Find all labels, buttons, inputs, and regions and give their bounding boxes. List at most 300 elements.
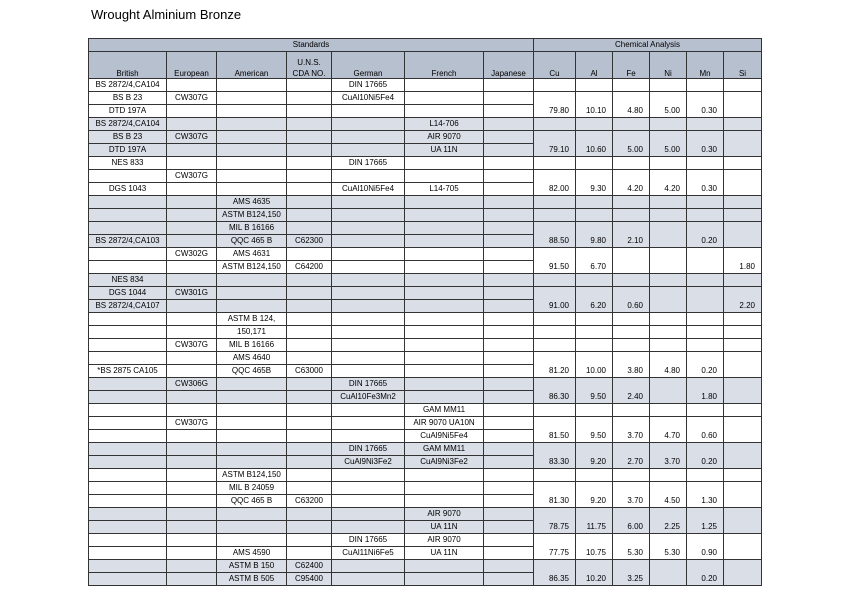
cell-european (167, 261, 217, 274)
table-row (89, 79, 762, 92)
cell-cu-blank (534, 118, 576, 131)
cell-french: UA 11N (405, 144, 484, 157)
cell-british (89, 261, 167, 274)
cell-european (167, 547, 217, 560)
cell-german (332, 235, 405, 248)
cell-mn-blank (687, 404, 724, 417)
cell-si-blank (724, 560, 762, 573)
cell-mn (687, 300, 724, 313)
cell-french (405, 274, 484, 287)
col-header-al: Al (576, 52, 613, 79)
cell-fe: 0.60 (613, 300, 650, 313)
cell-ni: 5.00 (650, 105, 687, 118)
cell-cu-blank (534, 469, 576, 482)
cell-cu: 83.30 (534, 456, 576, 469)
cell-french (405, 313, 484, 326)
cell-french (405, 365, 484, 378)
cell-cda (287, 469, 332, 482)
cell-japanese (484, 339, 534, 352)
cell-si-blank (724, 378, 762, 391)
cell-ni-blank (650, 560, 687, 573)
cell-al-blank (576, 287, 613, 300)
cell-fe-blank (613, 92, 650, 105)
cell-al-blank (576, 170, 613, 183)
cell-cda (287, 508, 332, 521)
cell-german: CuAl9Ni3Fe2 (332, 456, 405, 469)
cell-french (405, 326, 484, 339)
cell-french: CuAl9Ni5Fe4 (405, 430, 484, 443)
table-row (89, 378, 762, 391)
cell-german (332, 313, 405, 326)
cell-cu-blank (534, 352, 576, 365)
cell-british: NES 833 (89, 157, 167, 170)
cell-cu: 91.00 (534, 300, 576, 313)
table-row (89, 326, 762, 339)
cell-mn-blank (687, 508, 724, 521)
cell-european (167, 521, 217, 534)
cell-fe: 3.80 (613, 365, 650, 378)
alloy-standards-table (88, 38, 762, 586)
cell-european (167, 495, 217, 508)
cell-japanese (484, 235, 534, 248)
cell-si (724, 105, 762, 118)
cell-french (405, 573, 484, 586)
cell-european (167, 573, 217, 586)
cell-european (167, 469, 217, 482)
cell-french (405, 196, 484, 209)
cell-cu-blank (534, 443, 576, 456)
table-row (89, 352, 762, 365)
cell-japanese (484, 287, 534, 300)
cell-cu-blank (534, 274, 576, 287)
cell-french (405, 105, 484, 118)
cell-fe: 2.40 (613, 391, 650, 404)
cell-cda (287, 287, 332, 300)
cell-french (405, 235, 484, 248)
cell-japanese (484, 157, 534, 170)
cell-french: L14-705 (405, 183, 484, 196)
cell-cu-blank (534, 222, 576, 235)
cell-cda (287, 131, 332, 144)
cell-al-blank (576, 118, 613, 131)
cell-fe: 4.20 (613, 183, 650, 196)
cell-al-blank (576, 313, 613, 326)
cell-american: ASTM B 505 (217, 573, 287, 586)
cell-american (217, 430, 287, 443)
cell-japanese (484, 170, 534, 183)
cell-german (332, 430, 405, 443)
cell-cda (287, 118, 332, 131)
cell-cda (287, 170, 332, 183)
cell-ni (650, 391, 687, 404)
cell-cu-blank (534, 378, 576, 391)
cell-fe: 2.10 (613, 235, 650, 248)
cell-ni-blank (650, 248, 687, 261)
cell-cu-blank (534, 157, 576, 170)
cell-ni-blank (650, 352, 687, 365)
cell-japanese (484, 456, 534, 469)
cell-german (332, 196, 405, 209)
cell-fe (613, 261, 650, 274)
cell-ni-blank (650, 92, 687, 105)
table-row (89, 560, 762, 573)
cell-british (89, 248, 167, 261)
cell-british: BS 2872/4,CA107 (89, 300, 167, 313)
cell-japanese (484, 79, 534, 92)
cell-german: CuAl10Ni5Fe4 (332, 183, 405, 196)
cell-german (332, 365, 405, 378)
cell-japanese (484, 92, 534, 105)
cell-mn-blank (687, 248, 724, 261)
table-row (89, 196, 762, 209)
cell-si-blank (724, 131, 762, 144)
cell-american: ASTM B124,150 (217, 469, 287, 482)
cell-fe-blank (613, 326, 650, 339)
cell-european (167, 235, 217, 248)
cell-american (217, 391, 287, 404)
cell-french (405, 209, 484, 222)
cell-cu: 82.00 (534, 183, 576, 196)
table-row (89, 92, 762, 105)
cell-french: GAM MM11 (405, 443, 484, 456)
cell-british: DTD 197A (89, 144, 167, 157)
cell-cu-blank (534, 196, 576, 209)
cell-si-blank (724, 222, 762, 235)
cell-mn-blank (687, 196, 724, 209)
cell-si (724, 144, 762, 157)
cell-mn-blank (687, 443, 724, 456)
cell-fe-blank (613, 79, 650, 92)
cell-mn-blank (687, 482, 724, 495)
cell-european (167, 365, 217, 378)
cell-american: QQC 465 B (217, 495, 287, 508)
cell-si-blank (724, 482, 762, 495)
cell-ni-blank (650, 222, 687, 235)
cell-ni-blank (650, 404, 687, 417)
table-row (89, 313, 762, 326)
table-row (89, 495, 762, 508)
cell-al-blank (576, 560, 613, 573)
cell-european (167, 443, 217, 456)
cell-french (405, 170, 484, 183)
cell-al-blank (576, 352, 613, 365)
cell-japanese (484, 534, 534, 547)
cell-japanese (484, 209, 534, 222)
cell-american (217, 417, 287, 430)
cell-japanese (484, 352, 534, 365)
cell-japanese (484, 313, 534, 326)
cell-british: BS 2872/4,CA104 (89, 118, 167, 131)
cell-cu-blank (534, 248, 576, 261)
cell-german (332, 209, 405, 222)
cell-si-blank (724, 404, 762, 417)
cell-cda (287, 209, 332, 222)
cell-cu-blank (534, 534, 576, 547)
cell-american (217, 183, 287, 196)
cell-si-blank (724, 209, 762, 222)
cell-al-blank (576, 482, 613, 495)
cell-ni-blank (650, 274, 687, 287)
uns-label: U.N.S. (297, 58, 321, 67)
cell-cda (287, 300, 332, 313)
cell-ni (650, 261, 687, 274)
cell-ni-blank (650, 443, 687, 456)
cell-al-blank (576, 378, 613, 391)
cell-cda: C63000 (287, 365, 332, 378)
col-header-fe: Fe (613, 52, 650, 79)
cell-cu-blank (534, 508, 576, 521)
cell-cu: 86.35 (534, 573, 576, 586)
cell-european: CW307G (167, 339, 217, 352)
table-row (89, 573, 762, 586)
standards-header: Standards (89, 39, 534, 52)
cell-mn-blank (687, 274, 724, 287)
cell-european: CW306G (167, 378, 217, 391)
cell-cda (287, 183, 332, 196)
cell-cda: C63200 (287, 495, 332, 508)
cell-al-blank (576, 274, 613, 287)
table-row (89, 261, 762, 274)
cell-european (167, 222, 217, 235)
cell-al: 10.75 (576, 547, 613, 560)
cell-cda (287, 430, 332, 443)
cell-german (332, 339, 405, 352)
cell-american (217, 404, 287, 417)
cell-mn: 0.20 (687, 573, 724, 586)
cell-fe: 6.00 (613, 521, 650, 534)
cell-japanese (484, 430, 534, 443)
cell-mn-blank (687, 560, 724, 573)
cell-cda: C95400 (287, 573, 332, 586)
cell-cu: 81.20 (534, 365, 576, 378)
col-header-german: German (332, 52, 405, 79)
cell-european: CW307G (167, 170, 217, 183)
cell-ni-blank (650, 209, 687, 222)
header-row-groups (89, 39, 762, 52)
cell-ni-blank (650, 482, 687, 495)
cell-british (89, 339, 167, 352)
cell-al: 9.20 (576, 495, 613, 508)
cell-british: BS B 23 (89, 92, 167, 105)
cell-japanese (484, 144, 534, 157)
cell-al: 6.70 (576, 261, 613, 274)
table-row (89, 391, 762, 404)
cell-fe-blank (613, 287, 650, 300)
cell-si (724, 456, 762, 469)
cell-cu-blank (534, 79, 576, 92)
cell-cda: C62300 (287, 235, 332, 248)
cell-japanese (484, 391, 534, 404)
cell-european (167, 79, 217, 92)
cell-mn-blank (687, 378, 724, 391)
cell-fe: 3.70 (613, 495, 650, 508)
cell-japanese (484, 326, 534, 339)
table-row (89, 287, 762, 300)
cell-cu: 88.50 (534, 235, 576, 248)
cell-european (167, 508, 217, 521)
cell-american: ASTM B124,150 (217, 209, 287, 222)
cell-fe-blank (613, 274, 650, 287)
cell-cda (287, 92, 332, 105)
cell-american (217, 378, 287, 391)
cell-french: UA 11N (405, 547, 484, 560)
cell-cda (287, 157, 332, 170)
cell-fe-blank (613, 508, 650, 521)
cell-american (217, 534, 287, 547)
cell-cda (287, 339, 332, 352)
cell-si-blank (724, 118, 762, 131)
cell-mn-blank (687, 313, 724, 326)
table-row (89, 482, 762, 495)
cell-american (217, 118, 287, 131)
cell-japanese (484, 547, 534, 560)
cell-fe-blank (613, 131, 650, 144)
cell-german (332, 521, 405, 534)
cell-american (217, 274, 287, 287)
cell-british (89, 534, 167, 547)
cell-american: 150,171 (217, 326, 287, 339)
cell-french: AIR 9070 (405, 534, 484, 547)
cell-mn-blank (687, 339, 724, 352)
cell-french (405, 92, 484, 105)
cell-british (89, 456, 167, 469)
cell-mn: 0.20 (687, 365, 724, 378)
cell-ni: 2.25 (650, 521, 687, 534)
cell-mn-blank (687, 118, 724, 131)
cell-ni-blank (650, 118, 687, 131)
cell-cda: C64200 (287, 261, 332, 274)
cell-fe-blank (613, 313, 650, 326)
cell-ni-blank (650, 508, 687, 521)
cell-ni-blank (650, 469, 687, 482)
cell-british (89, 170, 167, 183)
table-row (89, 534, 762, 547)
cell-american (217, 105, 287, 118)
cell-british (89, 469, 167, 482)
cell-ni: 4.80 (650, 365, 687, 378)
cell-fe-blank (613, 170, 650, 183)
cell-european (167, 118, 217, 131)
cell-cda (287, 378, 332, 391)
cell-british: DGS 1044 (89, 287, 167, 300)
cell-al: 10.60 (576, 144, 613, 157)
cell-cda: C62400 (287, 560, 332, 573)
cell-mn: 1.30 (687, 495, 724, 508)
table-row (89, 339, 762, 352)
cell-british (89, 404, 167, 417)
cell-british: DTD 197A (89, 105, 167, 118)
cell-british (89, 508, 167, 521)
cell-american: MIL B 16166 (217, 222, 287, 235)
cell-ni-blank (650, 131, 687, 144)
cell-cu-blank (534, 404, 576, 417)
cell-si-blank (724, 287, 762, 300)
table-row (89, 456, 762, 469)
cell-french (405, 378, 484, 391)
cell-ni-blank (650, 170, 687, 183)
cell-al: 10.20 (576, 573, 613, 586)
cell-al: 9.30 (576, 183, 613, 196)
cell-mn: 0.60 (687, 430, 724, 443)
cell-cda (287, 534, 332, 547)
cell-french (405, 352, 484, 365)
cell-al-blank (576, 534, 613, 547)
cell-cda (287, 404, 332, 417)
cell-american: AMS 4635 (217, 196, 287, 209)
cell-british (89, 196, 167, 209)
cell-japanese (484, 378, 534, 391)
cell-cda (287, 274, 332, 287)
cell-american: AMS 4631 (217, 248, 287, 261)
cell-si (724, 547, 762, 560)
table-row (89, 417, 762, 430)
cell-french (405, 339, 484, 352)
cell-ni-blank (650, 196, 687, 209)
col-header-cda (287, 52, 332, 79)
cell-german (332, 560, 405, 573)
cell-al-blank (576, 508, 613, 521)
table-row (89, 222, 762, 235)
cell-fe-blank (613, 118, 650, 131)
cell-fe-blank (613, 339, 650, 352)
cell-al: 6.20 (576, 300, 613, 313)
cell-german (332, 248, 405, 261)
cell-japanese (484, 560, 534, 573)
cell-cu: 79.80 (534, 105, 576, 118)
cell-si-blank (724, 170, 762, 183)
cell-si-blank (724, 79, 762, 92)
cell-cu-blank (534, 170, 576, 183)
cell-al: 9.20 (576, 456, 613, 469)
cell-european (167, 456, 217, 469)
cell-cu-blank (534, 560, 576, 573)
cell-ni-blank (650, 79, 687, 92)
cell-american: MIL B 16166 (217, 339, 287, 352)
cell-french: AIR 9070 UA10N (405, 417, 484, 430)
cell-al-blank (576, 209, 613, 222)
cell-german (332, 287, 405, 300)
cell-al-blank (576, 79, 613, 92)
cell-si-blank (724, 196, 762, 209)
cell-french: UA 11N (405, 521, 484, 534)
table-row (89, 404, 762, 417)
cell-german: CuAl11Ni6Fe5 (332, 547, 405, 560)
cell-fe-blank (613, 248, 650, 261)
cell-european (167, 391, 217, 404)
cell-al: 9.50 (576, 391, 613, 404)
cell-french: CuAl9Ni3Fe2 (405, 456, 484, 469)
cell-french (405, 79, 484, 92)
cell-american (217, 300, 287, 313)
cell-mn (687, 261, 724, 274)
cell-cu-blank (534, 92, 576, 105)
cell-si (724, 521, 762, 534)
table-row (89, 430, 762, 443)
cell-si (724, 391, 762, 404)
cell-cu: 79.10 (534, 144, 576, 157)
cell-al: 10.10 (576, 105, 613, 118)
cell-japanese (484, 183, 534, 196)
table-row (89, 547, 762, 560)
cell-mn: 0.30 (687, 144, 724, 157)
cell-japanese (484, 365, 534, 378)
cell-german: CuAl10Ni5Fe4 (332, 92, 405, 105)
cell-european: CW302G (167, 248, 217, 261)
cell-si (724, 430, 762, 443)
cell-mn-blank (687, 131, 724, 144)
cell-european (167, 482, 217, 495)
cell-fe-blank (613, 482, 650, 495)
